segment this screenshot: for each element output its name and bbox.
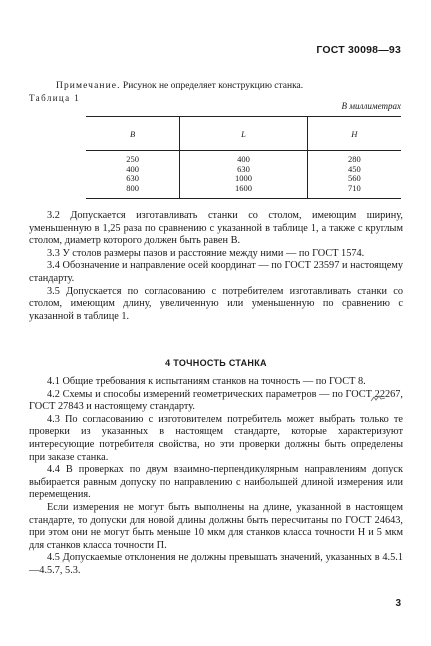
paragraph-4-4: 4.4 В проверках по двум взаимно-перпендикулярным направлениям допуск выбирается равным допуску по направлению с наибольшей длиной измерения или перемещения.: [29, 464, 403, 501]
note-text: Рисунок не определяет конструкцию станка.: [122, 81, 304, 91]
section-3-text: [29, 210, 403, 323]
paragraph-4-5: 4.5 Допускаемые отклонения не должны превышать значений, указанных в 4.5.1—4.5.7, 5.3.: [29, 552, 403, 576]
table-cell: 400: [126, 163, 140, 174]
table-row: [86, 151, 401, 199]
table-cell: 1000: [234, 173, 252, 183]
column-header-h: H: [307, 117, 401, 151]
dimensions-table: [86, 116, 401, 199]
table-cell: 710: [347, 182, 361, 193]
column-h-values: [307, 151, 401, 199]
paragraph-3-5: 3.5 Допускается по согласованию с потребителем изготавливать станки со столом, имеющим длину, увеличенную или уменьшенную по сравнению с указанной в таблице 1.: [29, 285, 403, 322]
table-cell: 630: [237, 163, 250, 174]
column-header-l: L: [180, 117, 307, 151]
scan-smudge: [370, 395, 386, 403]
table-cell: 1600: [234, 182, 252, 193]
table-cell: 630: [126, 173, 140, 183]
table-caption: Таблица 1: [29, 93, 81, 103]
page-number: 3: [395, 598, 401, 609]
paragraph-4-4-continued: Если измерения не могут быть выполнены на длине, указанной в настоящем стандарте, то допуски для новой длины должны быть пересчитаны по ГОСТ 24643, при этом они не могут быть меньше 10 мкм для станков класса точности Н и 5 мкм для станков класса точности П.: [29, 501, 403, 551]
paragraph-3-2: 3.2 Допускается изготавливать станки со столом, имеющим ширину, уменьшенную в 1,25 раза по сравнению с указанной в таблице 1, а также с круглым столом, диаметр которого должен быть равен B.: [29, 210, 403, 247]
paragraph-3-4: 3.4 Обозначение и направление осей координат — по ГОСТ 23597 и настоящему стандарту.: [29, 260, 403, 284]
table-cell: 280: [347, 154, 361, 164]
table-cell: 250: [126, 154, 140, 164]
table-units: В миллиметрах: [341, 101, 401, 111]
table-cell: 800: [126, 182, 140, 193]
page-header-standard: ГОСТ 30098—93: [316, 44, 401, 56]
table-cell: 450: [347, 163, 361, 174]
column-l-values: [180, 151, 307, 199]
table-cell: 400: [237, 154, 250, 164]
paragraph-4-1: 4.1 Общие требования к испытаниям станков на точность — по ГОСТ 8.: [47, 376, 366, 387]
figure-note: [56, 80, 303, 92]
column-b-values: [86, 151, 180, 199]
paragraph-4-3: 4.3 По согласованию с изготовителем потребитель может выбрать только те проверки из указанных в настоящем стандарте, которые характеризуют интересующие потребителя свойства, но эти проверки должны быть определены при заказе станка.: [29, 413, 403, 463]
table-header-row: [86, 117, 401, 151]
note-label: Примечание.: [56, 81, 121, 91]
table-cell: 560: [347, 173, 361, 183]
column-header-b: B: [86, 117, 180, 151]
paragraph-3-3: 3.3 У столов размеры пазов и расстояние между ними — по ГОСТ 1574.: [47, 247, 365, 259]
section-4-text: [29, 376, 403, 578]
section-title: 4 ТОЧНОСТЬ СТАНКА: [165, 358, 267, 368]
paragraph-4-2: 4.2 Схемы и способы измерений геометрических параметров — по ГОСТ 22267, ГОСТ 27843 и настоящему стандарту.: [29, 388, 403, 413]
